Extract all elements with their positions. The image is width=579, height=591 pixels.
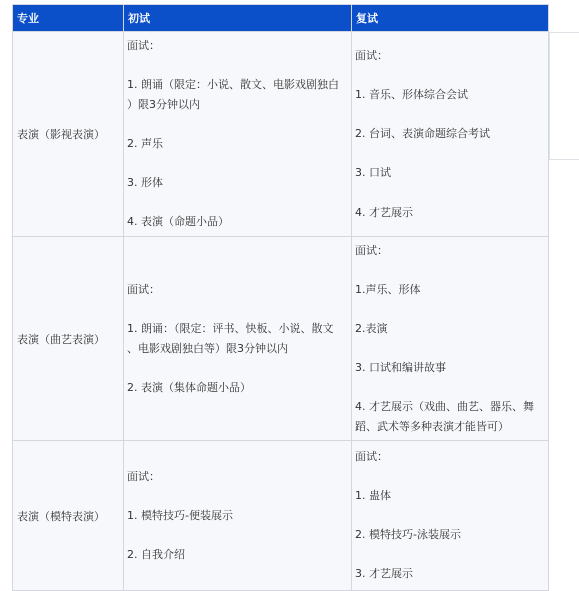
cell-line: 1. 蛊体 <box>355 489 391 503</box>
cell-line: 面试： <box>127 282 160 296</box>
table-header-row <box>13 5 549 32</box>
cell-line <box>355 65 544 85</box>
exam-table <box>12 4 549 591</box>
cell-line: 蹈、武术等多种表演才能皆可） <box>355 419 509 433</box>
cell-line: 4. 才艺展示 <box>355 205 413 219</box>
cell-first-round <box>124 32 352 237</box>
cell-major: 表演（影视表演） <box>13 32 124 237</box>
cell-line <box>355 506 544 526</box>
cell-line: 2. 声乐 <box>127 137 163 150</box>
cell-line <box>355 144 544 164</box>
cell-line: 1. 模特技巧-便装展示 <box>127 508 233 522</box>
cell-line: 1. 朗诵（限定：小说、散文、电影戏剧独白 <box>127 78 339 92</box>
cell-line: 面试： <box>355 48 388 62</box>
cell-line: 面试： <box>127 39 160 53</box>
header-first-round: 初试 <box>124 5 352 32</box>
cell-line: 3. 才艺展示 <box>355 567 413 581</box>
table-row <box>13 32 549 237</box>
cell-line: 、电影戏剧独白等）限3分钟以内 <box>127 341 288 355</box>
cell-line <box>127 299 347 319</box>
cell-line <box>355 339 544 359</box>
cell-line: 1. 朗诵：（限定：评书、快板、小说、散文 <box>127 321 334 335</box>
cell-line: 面试： <box>355 449 388 463</box>
cell-lines <box>352 241 548 437</box>
table-row <box>13 237 549 441</box>
cell-line <box>355 105 544 125</box>
cell-line <box>355 378 544 398</box>
cell-first-round <box>124 237 352 441</box>
cell-line <box>355 545 544 565</box>
cell-second-round <box>352 32 549 237</box>
cell-second-round <box>352 441 549 591</box>
cell-line: 面试： <box>355 243 388 257</box>
cell-lines <box>352 447 548 584</box>
cell-line: 1.声乐、形体 <box>355 282 421 296</box>
cell-line: 1. 音乐、形体综合会试 <box>355 88 468 102</box>
cell-second-round <box>352 237 549 441</box>
cell-major: 表演（曲艺表演） <box>13 237 124 441</box>
table-row <box>13 441 549 591</box>
cell-line <box>127 56 347 76</box>
cell-line: 4. 才艺展示（戏曲、曲艺、器乐、舞 <box>355 400 534 414</box>
cell-line: ）限3分钟以内 <box>127 97 200 111</box>
cell-major: 表演（模特表演） <box>13 441 124 591</box>
header-major: 专业 <box>13 5 124 32</box>
cell-line: 2.表演 <box>355 321 388 335</box>
cell-line <box>355 260 544 280</box>
cell-line: 3. 口试和编讲故事 <box>355 361 446 375</box>
cell-lines <box>124 36 351 232</box>
cell-line: 4. 表演（命题小品） <box>127 215 229 229</box>
cell-first-round <box>124 441 352 591</box>
cell-line: 面试： <box>127 469 160 483</box>
cell-line <box>127 358 347 378</box>
cell-line <box>127 114 347 134</box>
cell-lines <box>124 280 351 398</box>
cell-line: 2. 自我介绍 <box>127 547 185 561</box>
cell-line <box>127 525 347 545</box>
cell-line <box>127 193 347 213</box>
cell-lines <box>124 467 351 565</box>
cell-lines <box>352 46 548 222</box>
cell-line: 2. 表演（集体命题小品） <box>127 380 251 394</box>
cell-line <box>355 183 544 203</box>
header-second-round: 复试 <box>352 5 549 32</box>
cell-line <box>355 467 544 487</box>
cell-line: 2. 台词、表演命题综合考试 <box>355 127 490 141</box>
cell-line: 3. 口试 <box>355 166 391 180</box>
cell-line <box>127 154 347 174</box>
cell-line: 3. 形体 <box>127 176 163 190</box>
cell-line <box>355 299 544 319</box>
cell-line: 2. 模特技巧-泳装展示 <box>355 528 461 542</box>
side-panel <box>549 32 579 160</box>
cell-line <box>127 486 347 506</box>
